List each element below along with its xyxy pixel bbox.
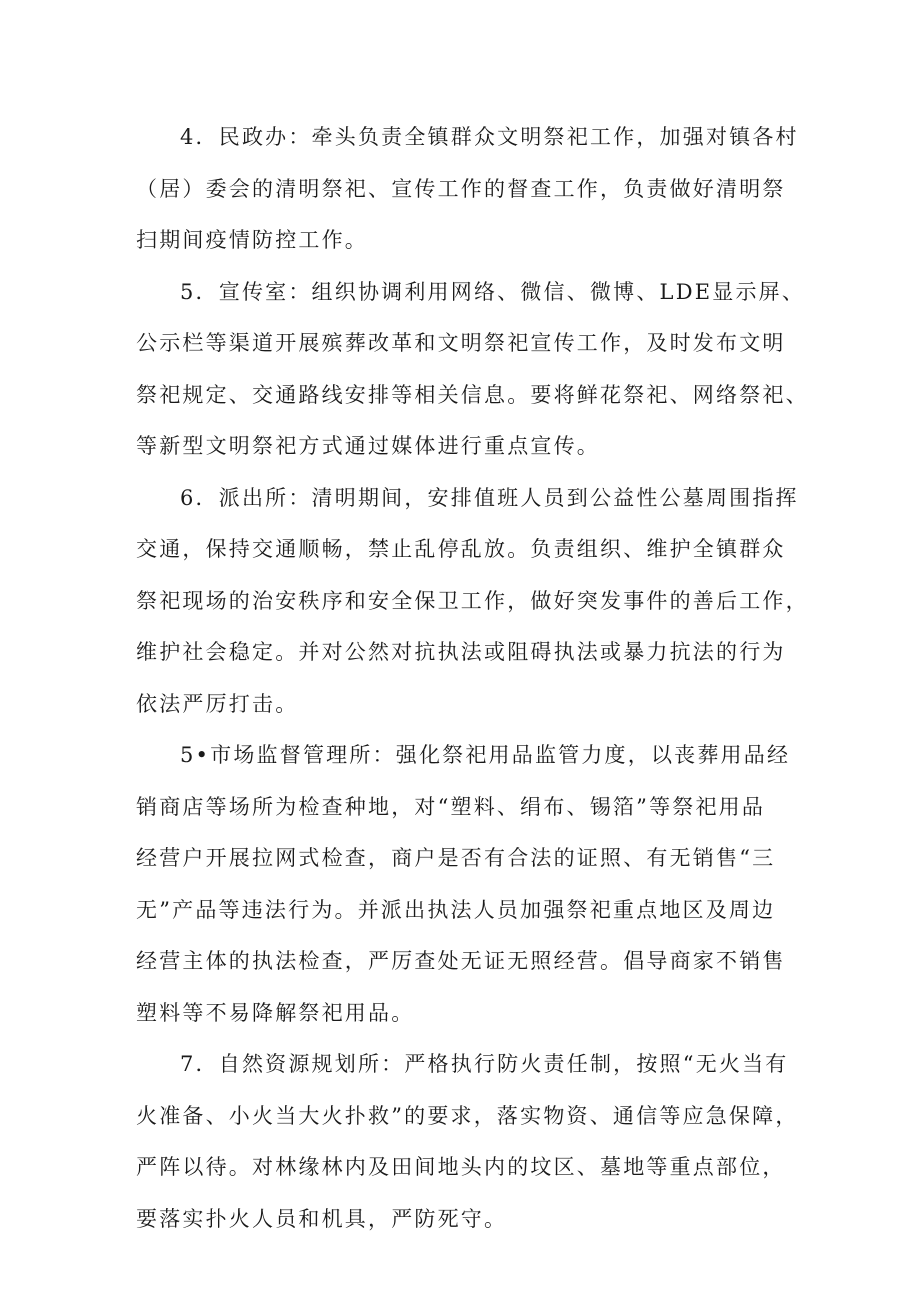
text-line: 要落实扑火人员和机具，严防死守。 bbox=[136, 1206, 508, 1231]
text-line: 塑料等不易降解祭祀用品。 bbox=[136, 1000, 415, 1025]
text-line: 销商店等场所为检查种地，对“塑料、绢布、锡箔”等祭祀用品 bbox=[136, 794, 766, 819]
text-line: 扫期间疫情防控工作。 bbox=[136, 228, 368, 252]
text-line: 5．宣传室：组织协调利用网络、微信、微博、LDE显示屏、 bbox=[180, 279, 806, 304]
text-line: 严阵以待。对林缘林内及田间地头内的坟区、墓地等重点部位， bbox=[136, 1155, 786, 1179]
paragraph-police-station bbox=[136, 473, 816, 731]
text-line: 7．自然资源规划所：严格执行防火责任制，按照“无火当有 bbox=[180, 1052, 789, 1076]
text-line: 祭祀现场的治安秩序和安全保卫工作，做好突发事件的善后工作， bbox=[136, 588, 809, 613]
text-line: 火准备、小火当大火扑救”的要求，落实物资、通信等应急保障， bbox=[136, 1103, 799, 1128]
text-line: 等新型文明祭祀方式通过媒体进行重点宣传。 bbox=[136, 434, 600, 458]
document-body bbox=[136, 112, 816, 1245]
text-line: 公示栏等渠道开展殡葬改革和文明祭祀宣传工作，及时发布文明 bbox=[136, 331, 786, 355]
text-line: （居）委会的清明祭祀、宣传工作的督查工作，负责做好清明祭 bbox=[136, 176, 786, 201]
paragraph-natural-resources bbox=[136, 1039, 816, 1245]
text-line: 经营户开展拉网式检查，商户是否有合法的证照、有无销售“三 bbox=[136, 846, 776, 870]
paragraph-publicity-office bbox=[136, 267, 816, 473]
text-line: 无”产品等违法行为。并派出执法人员加强祭祀重点地区及周边 bbox=[136, 897, 776, 922]
paragraph-civil-affairs bbox=[136, 112, 816, 267]
text-line: 交通，保持交通顺畅，禁止乱停乱放。负责组织、维护全镇群众 bbox=[136, 537, 786, 561]
text-line: 6．派出所：清明期间，安排值班人员到公益性公墓周围指挥 bbox=[180, 485, 799, 510]
text-line: 4．民政办：牵头负责全镇群众文明祭祀工作，加强对镇各村 bbox=[180, 125, 799, 149]
text-line: 5•市场监督管理所：强化祭祀用品监管力度，以丧葬用品经 bbox=[180, 743, 791, 767]
text-line: 祭祀规定、交通路线安排等相关信息。要将鲜花祭祀、网络祭祀、 bbox=[136, 382, 809, 407]
text-line: 经营主体的执法检查，严厉查处无证无照经营。倡导商家不销售 bbox=[136, 949, 786, 973]
paragraph-market-supervision bbox=[136, 730, 816, 1039]
text-line: 维护社会稳定。并对公然对抗执法或阻碍执法或暴力抗法的行为 bbox=[136, 640, 786, 664]
text-line: 依法严厉打击。 bbox=[136, 691, 299, 716]
